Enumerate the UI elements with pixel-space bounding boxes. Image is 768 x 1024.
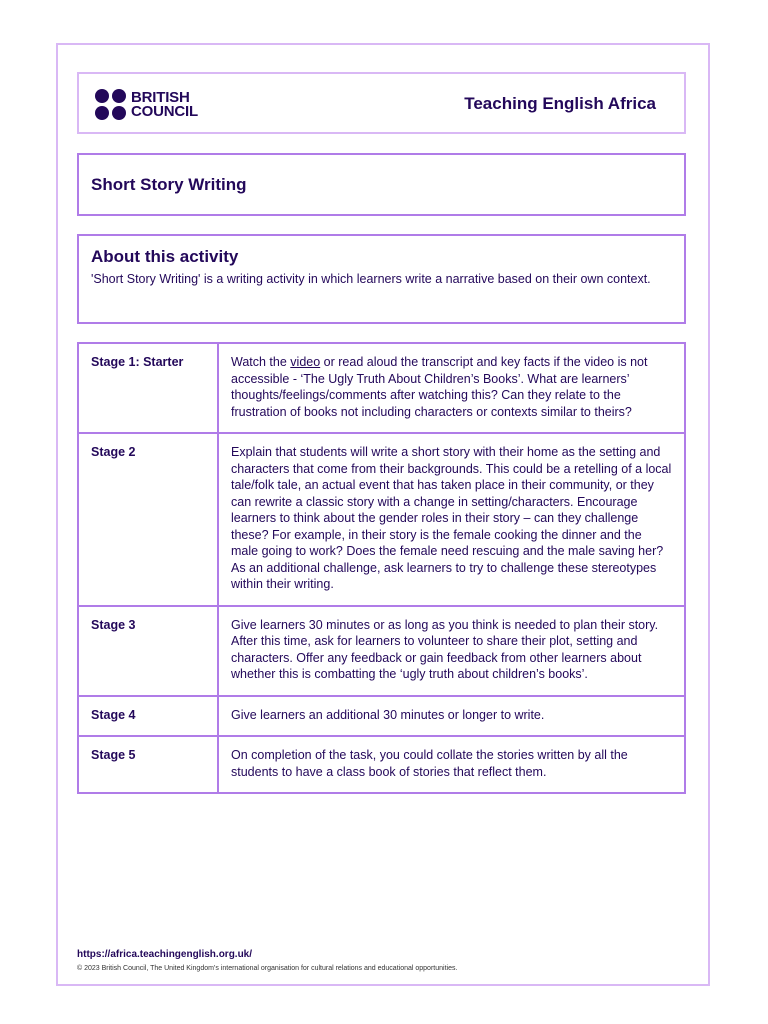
stage-label: Stage 1: Starter	[78, 343, 218, 433]
stage-label: Stage 3	[78, 606, 218, 696]
table-row	[78, 696, 685, 737]
about-text: 'Short Story Writing' is a writing activity in which learners write a narrative based on their own context.	[91, 272, 651, 286]
stage-text: or read aloud the transcript and key facts if the video is not accessible - ‘The Ugly Truth About Children’s Books’. What are learners’ thoughts/feelings/comments after watching this? Can they relate to the frustration of books not including characters or contexts similar to theirs?	[231, 355, 648, 419]
site-title: Teaching English Africa	[464, 94, 656, 113]
table-row	[78, 343, 685, 433]
logo-text	[131, 88, 198, 120]
title-box	[77, 153, 686, 216]
logo-line1: BRITISH	[131, 88, 190, 106]
stage-description: Give learners 30 minutes or as long as you think is needed to plan their story. After this time, ask for learners to volunteer to share their plot, setting and characters. Offer any feedback or gain feedback from other learners about whether this is combatting the ‘ugly truth about children’s books’.	[218, 606, 685, 696]
british-council-logo[interactable]	[95, 89, 198, 120]
stage-label: Stage 4	[78, 696, 218, 737]
stage-description	[218, 343, 685, 433]
stage-description: Explain that students will write a short story with their home as the setting and characters that come from their backgrounds. This could be a retelling of a local tale/folk tale, an actual event that has taken place in their community, or they can rewrite a classic story with a change in setting/characters. Encourage learners to think about the gender roles in their story – can they challenge these? For example, in their story is the female cooking the dinner and the male going to work? Does the female need rescuing and the male saving her? As an additional challenge, ask learners to try to challenge these stereotypes within their writing.	[218, 433, 685, 606]
footer-url-link[interactable]: https://africa.teachingenglish.org.uk/	[77, 949, 253, 960]
table-row	[78, 736, 685, 793]
table-row	[78, 433, 685, 606]
video-link[interactable]: video	[290, 355, 321, 369]
table-row	[78, 606, 685, 696]
stage-description: On completion of the task, you could collate the stories written by all the students to have a class book of stories that reflect them.	[218, 736, 685, 793]
stage-label: Stage 2	[78, 433, 218, 606]
page-title: Short Story Writing	[91, 175, 247, 194]
about-box	[77, 234, 686, 324]
logo-line2: COUNCIL	[131, 102, 198, 120]
header	[77, 72, 686, 134]
logo-dots-icon	[95, 89, 126, 120]
stages-table	[77, 342, 686, 794]
about-heading: About this activity	[91, 247, 239, 266]
stage-text: Watch the	[231, 355, 291, 369]
stage-description: Give learners an additional 30 minutes or longer to write.	[218, 696, 685, 737]
stage-label: Stage 5	[78, 736, 218, 793]
footer-copyright: © 2023 British Council, The United Kingdom’s international organisation for cultural relations and educational opportunities.	[77, 965, 458, 972]
